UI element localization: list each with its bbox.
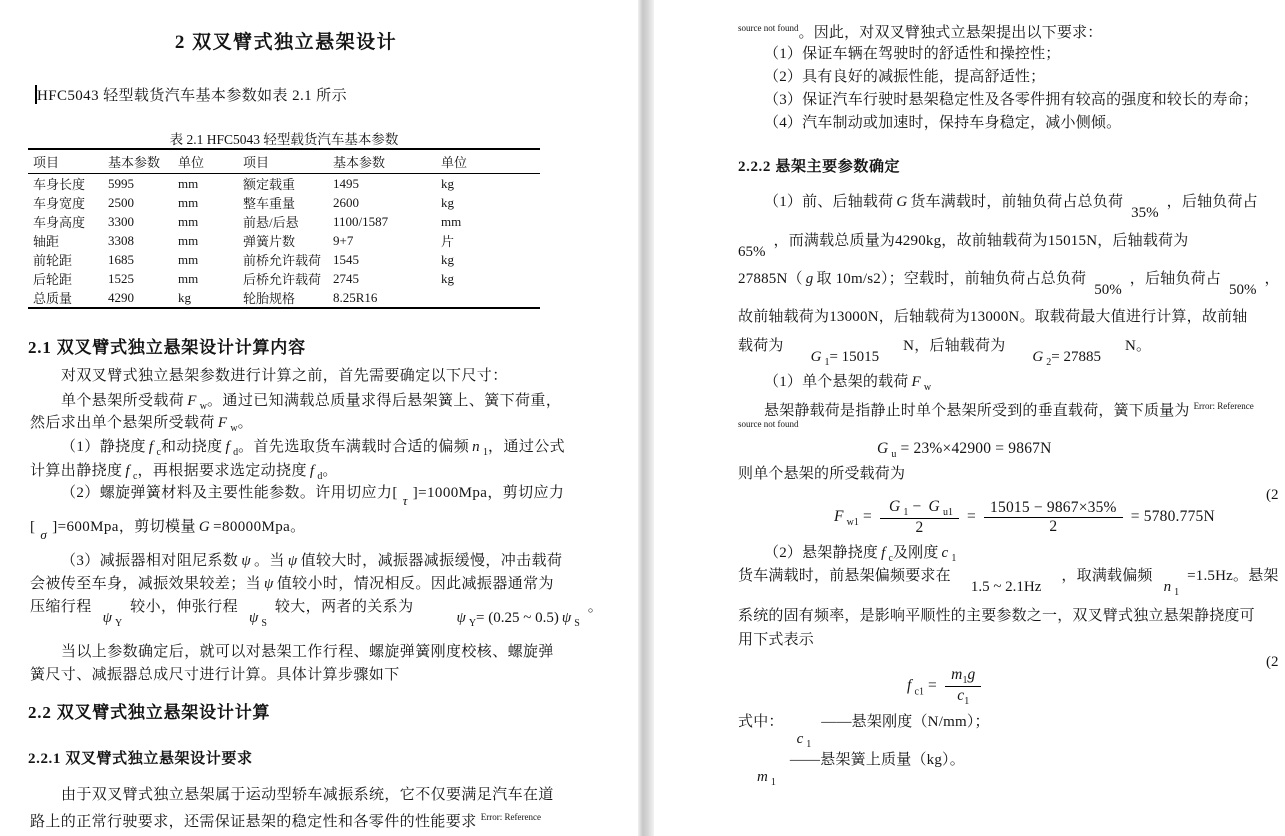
text-line	[30, 665, 400, 685]
text: 式中：	[738, 714, 784, 730]
cell: mm	[178, 251, 199, 267]
table-row	[28, 193, 540, 212]
col-header: 单位	[436, 149, 540, 174]
text: 悬架静载荷是指静止时单个悬架所受到的垂直载荷，簧下质量为	[764, 403, 1190, 419]
inline-equation	[754, 767, 776, 793]
equation-unsprung-load	[874, 440, 1052, 460]
math-var: G	[198, 519, 211, 535]
numerator	[945, 666, 981, 687]
math-var: ψ	[287, 553, 298, 569]
math-sub: u	[891, 449, 897, 461]
text: ，通过公式	[488, 439, 566, 455]
col-header: 基本参数	[103, 149, 173, 174]
cell: 片	[441, 234, 455, 249]
text-line	[738, 464, 905, 484]
math-var: G	[896, 194, 908, 210]
page-gap-divider	[638, 0, 654, 836]
text: 货车满载时，前轴负荷占总负荷	[910, 194, 1124, 210]
text-line	[30, 597, 604, 629]
table-row	[28, 231, 540, 250]
inline-equation	[100, 608, 123, 634]
math-var: f	[907, 677, 912, 695]
inline-equation: 35%	[1131, 205, 1159, 221]
intro-line	[37, 86, 347, 106]
text: 计算出静挠度	[30, 463, 123, 479]
text-line	[738, 372, 931, 398]
math-sub: c	[156, 447, 161, 458]
math-sub: 2	[1046, 357, 1052, 368]
math-sub: c	[888, 553, 893, 564]
text-line	[738, 712, 990, 750]
text-line	[30, 574, 554, 594]
text-line	[738, 18, 1103, 43]
cell: 后桥允许载荷	[243, 272, 322, 287]
math-var: ψ	[456, 610, 466, 626]
cell	[436, 288, 540, 308]
text: 值较大时，减振器减振缓慢，冲击载荷	[300, 553, 563, 569]
text: HFC5043 轻型载货汽车基本参数如表 2.1 所示	[37, 88, 347, 104]
cell: 2745	[333, 270, 359, 286]
text: （2）具有良好的减振性能，提高舒适性；	[764, 69, 1046, 85]
text-line	[30, 551, 562, 571]
text-line	[738, 113, 1121, 133]
math-var: c	[957, 687, 965, 705]
math-var: f	[309, 463, 315, 479]
math-var: f	[225, 439, 231, 455]
text: ——悬架簧上质量（kg）。	[789, 752, 965, 768]
text-line	[30, 366, 508, 386]
math-operator: =	[862, 508, 872, 526]
table-header-row	[28, 149, 540, 174]
math-sub: Y	[114, 618, 123, 629]
text: 则单个悬架的所受载荷为	[738, 466, 906, 482]
cell: 车身高度	[33, 215, 86, 230]
text: 。通过已知满载总质量求得后悬架簧上、簧下荷重，	[207, 393, 562, 409]
text: 。当	[254, 553, 285, 569]
math-var: m	[757, 769, 768, 785]
bracket: [	[392, 485, 398, 501]
text: 由于双叉臂式独立悬架属于运动型轿车减振系统，它不仅要满足汽车在道	[61, 787, 554, 803]
math-sub: Y	[468, 618, 477, 629]
text: 较小，伸张行程	[130, 599, 238, 615]
math-sub: w	[199, 401, 208, 412]
reference-error-field: Error: Reference	[1193, 401, 1254, 411]
text: 和动挠度	[160, 439, 223, 455]
math-text: = 5780.775N	[1130, 508, 1215, 526]
cell: 2600	[333, 194, 359, 210]
cell: 前桥允许载荷	[243, 253, 322, 268]
fraction	[984, 499, 1123, 536]
text-line	[738, 630, 814, 650]
math-var: n	[472, 439, 481, 455]
equation-number: (2	[1266, 487, 1279, 503]
math-var: G	[1032, 349, 1044, 365]
text: ]=600Mpa，剪切模量	[52, 519, 196, 535]
math-text: = 23%×42900 = 9867N	[900, 440, 1052, 457]
math-sub: 1	[824, 357, 830, 368]
section-heading-2-2-2: 2.2.2 悬架主要参数确定	[738, 159, 901, 175]
text: ，后轴负荷占	[1129, 271, 1221, 287]
math-sub: d	[233, 447, 239, 458]
cell: mm	[178, 232, 199, 248]
math-sub: d	[317, 471, 323, 482]
math-sub: 1	[806, 739, 812, 750]
math-var: G	[889, 498, 901, 515]
math-sub: w1	[846, 517, 859, 529]
text: （1）前、后轴载荷	[764, 194, 894, 210]
math-var: τ	[402, 493, 408, 508]
math-sub: u1	[942, 507, 953, 519]
math-var: f	[125, 463, 130, 479]
text-line	[738, 90, 1258, 110]
text: 对双叉臂式独立悬架参数进行计算之前，首先需要确定以下尺寸：	[61, 368, 508, 384]
inline-equation: 1.5 ~ 2.1Hz	[970, 579, 1042, 595]
cell: 后轮距	[33, 272, 73, 287]
math-sub: 1	[483, 447, 489, 458]
text-line	[738, 396, 1254, 421]
text-line	[738, 566, 1279, 598]
inline-equation: 65%	[738, 244, 766, 260]
cell: mm	[178, 213, 199, 229]
math-var: f	[148, 439, 154, 455]
col-header: 单位	[173, 149, 238, 174]
text: N，后轴载荷为	[903, 338, 1006, 354]
chapter-title: 2 双叉臂式独立悬架设计	[174, 32, 398, 53]
math-sub: c1	[914, 686, 924, 698]
inline-equation	[1161, 577, 1180, 603]
math-sub: 1	[962, 675, 968, 687]
math-var: g	[805, 271, 814, 287]
table-row	[28, 212, 540, 231]
math-var: σ	[40, 527, 48, 542]
text: =80000Mpa。	[213, 519, 306, 535]
text-line	[738, 67, 1045, 87]
math-sub: 1	[1174, 587, 1180, 598]
text: ——悬架刚度（N/mm）；	[821, 714, 990, 730]
cell: 弹簧片数	[243, 234, 296, 249]
math-operator: =	[928, 677, 937, 695]
math-sub: 1	[903, 507, 909, 519]
text: 27885N（	[738, 271, 803, 287]
cell: 1685	[108, 251, 134, 267]
text: ，取满载偏频	[1061, 568, 1153, 584]
cell: 车身宽度	[33, 196, 86, 211]
text: （3）保证汽车行驶时悬架稳定性及各零件拥有较高的强度和较长的寿命；	[764, 92, 1259, 108]
cell: 整车重量	[243, 196, 296, 211]
table-row	[28, 288, 540, 308]
cell: 1545	[333, 251, 359, 267]
text-line	[30, 642, 554, 662]
math-var: c	[796, 731, 804, 747]
math-var: G	[877, 440, 889, 457]
numerator: 15015 − 9867×35%	[984, 499, 1123, 518]
text: （3）减振器相对阻尼系数	[61, 553, 239, 569]
text: =1.5Hz。悬架	[1187, 568, 1279, 584]
text-line	[754, 750, 965, 788]
math-operator: =	[967, 508, 976, 526]
text: 取 10m/s2）；空载时，前轴负荷占总负荷	[816, 271, 1087, 287]
math-var: F	[834, 508, 844, 526]
cell: kg	[178, 289, 191, 305]
cell: 额定载重	[243, 177, 296, 192]
cell: 轴距	[33, 234, 60, 249]
math-operator: −	[912, 498, 922, 515]
text: 当以上参数确定后，就可以对悬架工作行程、螺旋弹簧刚度校核、螺旋弹	[61, 644, 554, 660]
document-page-left	[0, 0, 638, 836]
math-var: m	[951, 666, 963, 683]
bracket: [	[30, 519, 36, 535]
inline-equation	[246, 608, 267, 634]
text-line	[738, 269, 1280, 298]
math-sub: 1	[951, 553, 957, 564]
fraction	[880, 498, 959, 537]
text: 货车满载时，前悬架偏频要求在	[738, 568, 951, 584]
text-line	[30, 437, 565, 463]
text: N。	[1124, 338, 1152, 354]
math-text: = 27885	[1051, 349, 1101, 365]
cell: 2500	[108, 194, 134, 210]
text: 压缩行程	[30, 599, 92, 615]
text: 用下式表示	[738, 632, 815, 648]
math-var: G	[928, 498, 940, 515]
math-var: g	[967, 666, 976, 683]
cell: 轮胎规格	[243, 291, 296, 306]
math-var: ψ	[561, 610, 572, 626]
text: （1）单个悬架的载荷	[764, 374, 909, 390]
text: 然后求出单个悬架所受载荷	[30, 415, 215, 431]
math-sub: 1	[770, 777, 776, 788]
equation-suspension-load	[831, 498, 1215, 537]
section-heading-2-1: 2.1 双叉臂式独立悬架设计计算内容	[28, 338, 306, 357]
cell: kg	[441, 175, 454, 191]
math-sub: S	[574, 618, 580, 629]
text: （1）保证车辆在驾驶时的舒适性和操控性；	[764, 46, 1061, 62]
inline-equation	[453, 608, 579, 634]
math-sub: w	[230, 423, 238, 434]
col-header: 项目	[28, 149, 103, 174]
math-var: ψ	[102, 610, 112, 626]
cell: 3308	[108, 232, 134, 248]
math-var: ψ	[264, 576, 274, 592]
vehicle-parameters-table	[28, 148, 540, 309]
text: 系统的固有频率，是影响平顺性的主要参数之一，双叉臂式独立悬架静挠度可	[738, 608, 1255, 624]
denominator	[945, 687, 981, 707]
math-var: ψ	[241, 553, 252, 569]
cell: 1495	[333, 175, 359, 191]
reference-error-field: source not found	[738, 23, 799, 33]
text: 故前轴载荷为13000N，后轴载荷为13000N。取载荷最大值进行计算，故前轴	[738, 309, 1248, 325]
inline-equation	[808, 347, 880, 373]
text: ]=1000Mpa，剪切应力	[412, 485, 565, 501]
cell: 前轮距	[33, 253, 73, 268]
text-line	[738, 606, 1255, 626]
text-line	[738, 307, 1247, 327]
text-line	[738, 44, 1061, 64]
math-text: = 15015	[829, 349, 880, 365]
reference-error-field: source not found	[738, 419, 799, 429]
text-line	[738, 231, 1189, 260]
text: ，而满载总质量为4290kg，故前轴载荷为15015N，后轴载荷为	[773, 233, 1189, 249]
denominator: 2	[915, 519, 924, 537]
text: 值较小时，情况相反。因此减振器通常为	[276, 576, 554, 592]
text: 载荷为	[738, 338, 784, 354]
cell: 车身长度	[33, 177, 86, 192]
text: ，再根据要求选定动挠度	[137, 463, 307, 479]
text-line	[30, 807, 541, 832]
table-row	[28, 250, 540, 269]
numerator	[880, 498, 959, 519]
cell: 1525	[108, 270, 134, 286]
math-var: f	[881, 545, 886, 561]
math-var: n	[1163, 579, 1172, 595]
inline-equation	[400, 491, 411, 511]
text: 。	[237, 415, 254, 431]
math-sub: 1	[964, 696, 970, 708]
math-sub: S	[261, 618, 267, 629]
text-line	[738, 192, 1258, 221]
text: 簧尺寸、减振器总成尺寸进行计算。具体计算步骤如下	[30, 667, 400, 683]
text: 。首先选取货车满载时合适的偏频	[238, 439, 470, 455]
cell: 5995	[108, 175, 134, 191]
col-header: 基本参数	[328, 149, 436, 174]
document-page-right	[654, 0, 1285, 836]
text: 会被传至车身，减振效果较差；当	[30, 576, 262, 592]
cell: kg	[441, 251, 454, 267]
denominator: 2	[1049, 518, 1058, 536]
cell: 1100/1587	[333, 213, 389, 229]
math-var: G	[810, 349, 822, 365]
math-var: c	[941, 545, 949, 561]
text: （2）螺旋弹簧材料及主要性能参数。许用切应力	[61, 485, 393, 501]
inline-equation	[1029, 347, 1101, 373]
math-sub: c	[132, 471, 138, 482]
text: 。	[322, 463, 338, 479]
text: （2）悬架静挠度	[764, 545, 879, 561]
fraction	[945, 666, 981, 707]
cell: 总质量	[33, 291, 73, 306]
text: （4）汽车制动或加速时，保持车身稳定，减小侧倾。	[764, 115, 1122, 131]
text: 单个悬架所受载荷	[61, 393, 185, 409]
text-line	[738, 336, 1152, 368]
math-var: F	[187, 393, 197, 409]
math-var: F	[217, 415, 228, 431]
reference-error-field: Error: Reference	[480, 812, 541, 822]
text: 路上的正常行驶要求，还需保证悬架的稳定性和各零件的性能要求	[30, 814, 477, 830]
text: 。因此，对双叉臂独式立悬架提出以下要求：	[798, 25, 1103, 41]
text-line	[30, 517, 306, 542]
cell: kg	[441, 270, 454, 286]
equation-static-deflection	[904, 666, 985, 707]
text-line	[30, 413, 253, 439]
text-line	[30, 785, 554, 805]
math-sub: w	[923, 382, 932, 393]
math-var: ψ	[248, 610, 259, 626]
equation-number: (2	[1266, 654, 1279, 670]
text: ，	[1264, 271, 1280, 287]
col-header: 项目	[238, 149, 328, 174]
cell: mm	[178, 194, 199, 210]
text-line	[30, 483, 565, 508]
cell: mm	[178, 270, 199, 286]
text: 及刚度	[892, 545, 939, 561]
cell: mm	[441, 213, 462, 229]
cell: 3300	[108, 213, 134, 229]
inline-equation: 50%	[1228, 282, 1257, 298]
math-text: = (0.25 ~ 0.5)	[476, 610, 559, 626]
table-row	[28, 174, 540, 194]
table-caption: 表 2.1 HFC5043 轻型载货汽车基本参数	[169, 132, 399, 147]
cell: mm	[178, 175, 199, 191]
text: ，后轴负荷占	[1166, 194, 1258, 210]
inline-equation	[37, 525, 50, 545]
section-heading-2-2-1: 2.2.1 双叉臂式独立悬架设计要求	[28, 751, 253, 767]
inline-equation: 50%	[1094, 282, 1122, 298]
cell: 9+7	[333, 232, 354, 248]
cell: 4290	[108, 289, 134, 305]
text: 较大，两者的关系为	[274, 599, 414, 615]
text: （1）静挠度	[61, 439, 146, 455]
section-heading-2-2: 2.2 双叉臂式独立悬架设计计算	[28, 703, 271, 722]
cell: kg	[441, 194, 454, 210]
math-var: F	[911, 374, 921, 390]
cell: 前悬/后悬	[243, 215, 299, 230]
cell: 8.25R16	[333, 289, 378, 305]
text: 。	[587, 599, 604, 615]
table-row	[28, 269, 540, 288]
